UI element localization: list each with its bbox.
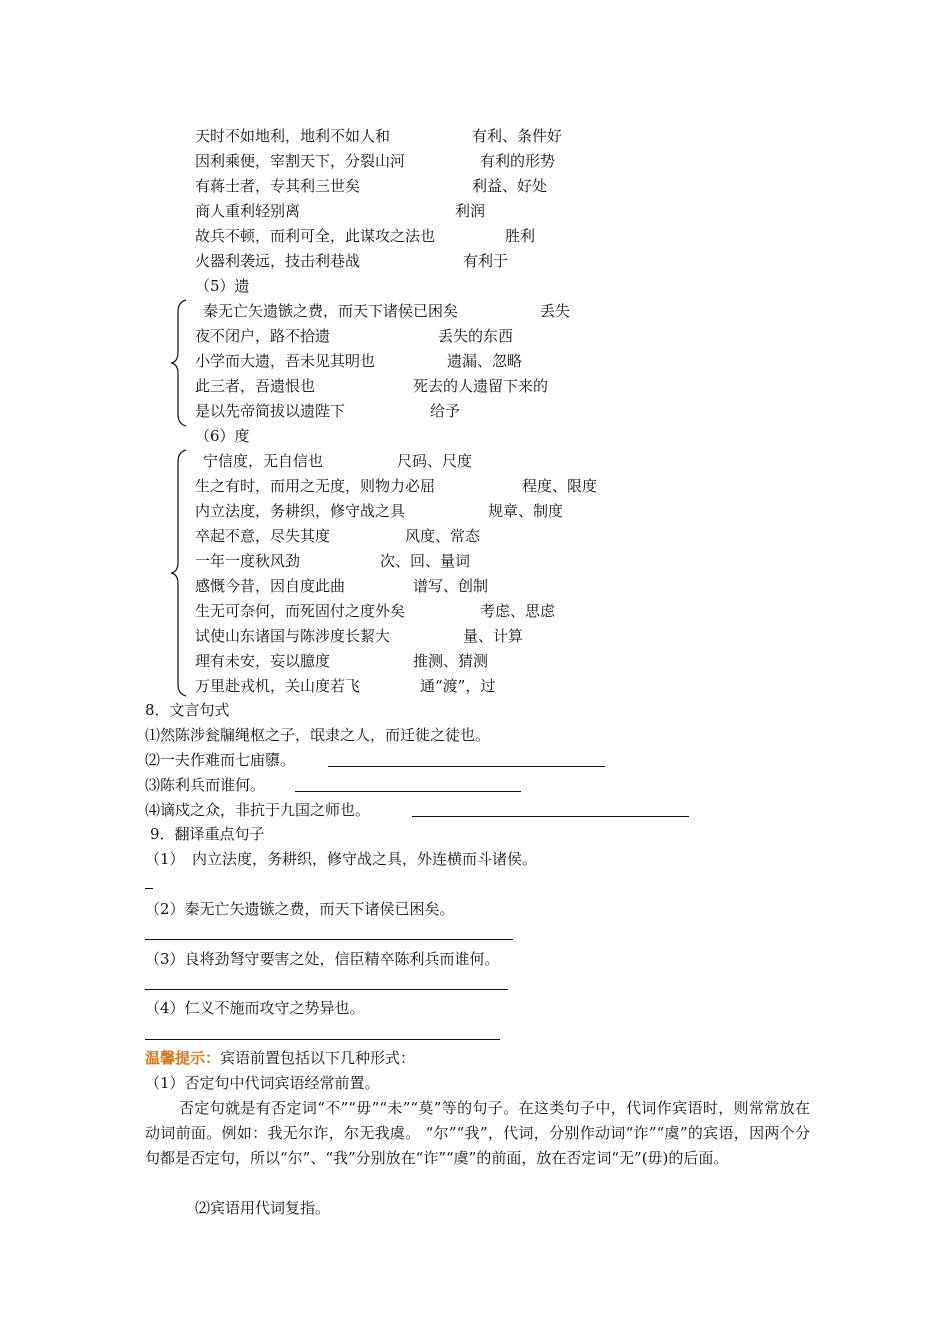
du-sentence-3: 内立法度，务耕织，修守战之具	[195, 502, 406, 520]
tip-paragraph: 否定句就是有否定词“不”“毋”“未”“莫”等的句子。在这类句子中，代词作宾语时，则常常放在动词前面。例如：我无尔诈，尔无我虞。 “尔”“我”，代词，分别作动词“诈”“虞”的宾语，因两个分句都是否定句，所以“尔”、“我”分别放在“诈”“虞”的前面，放在否定词“无”(毋)的后面。	[145, 1099, 810, 1167]
yi-sentence-5: 是以先帝简拔以遗陛下	[195, 402, 346, 420]
du-sentence-5: 一年一度秋风劲	[195, 552, 301, 570]
yi-sentence-1: 秦无亡矢遗镞之费，而天下诸侯已困矣	[203, 302, 459, 320]
du-meaning-4: 风度、常态	[405, 527, 481, 545]
li-sentence-1: 天时不如地利，地利不如人和	[195, 127, 391, 145]
du-meaning-9: 推测、猜测	[413, 652, 489, 670]
li-meaning-6: 有利于	[463, 252, 509, 270]
answer-blank-9-4[interactable]	[145, 1039, 500, 1040]
du-meaning-10: 通“渡”，过	[420, 677, 496, 695]
du-meaning-7: 考虑、思虑	[480, 602, 556, 620]
answer-blank-9-2[interactable]	[145, 939, 513, 940]
du-meaning-3: 规章、制度	[488, 502, 564, 520]
tip-point-2: ⑵宾语用代词复指。	[195, 1199, 331, 1217]
answer-blank-8-4[interactable]	[412, 816, 689, 817]
du-sentence-4: 卒起不意，尽失其度	[195, 527, 331, 545]
du-sentence-7: 生无可奈何，而死固付之度外矣	[195, 602, 406, 620]
section-9-item-3: （3）良将劲弩守要害之处，信臣精卒陈利兵而谁何。	[145, 950, 500, 968]
li-meaning-1: 有利、条件好	[472, 127, 563, 145]
du-heading: （6）度	[195, 427, 250, 445]
du-sentence-6: 感慨今昔，因自度此曲	[195, 577, 346, 595]
li-meaning-2: 有利的形势	[480, 152, 556, 170]
tip-intro: 宾语前置包括以下几种形式：	[220, 1049, 416, 1067]
tip-label: 温馨提示：	[145, 1049, 221, 1067]
du-meaning-8: 量、计算	[463, 627, 524, 645]
du-meaning-2: 程度、限度	[522, 477, 598, 495]
yi-meaning-4: 死去的人遗留下来的	[413, 377, 549, 395]
li-meaning-5: 胜利	[505, 227, 536, 245]
section-8-item-4: ⑷谪戍之众，非抗于九国之师也。	[145, 801, 371, 819]
answer-blank-8-3[interactable]	[295, 791, 521, 792]
section-9-item-2: （2）秦无亡矢遗镞之费，而天下诸侯已困矣。	[145, 900, 455, 918]
yi-meaning-2: 丢失的东西	[438, 327, 514, 345]
yi-sentence-3: 小学而大遗，吾未见其明也	[195, 352, 376, 370]
du-sentence-10: 万里赴戎机，关山度若飞	[195, 677, 361, 695]
section-9-heading: 9．翻译重点句子	[150, 825, 265, 843]
section-8-item-3: ⑶陈利兵而谁何。	[145, 776, 266, 794]
li-sentence-4: 商人重利轻别离	[195, 202, 301, 220]
yi-sentence-2: 夜不闭户，路不拾遗	[195, 327, 331, 345]
yi-sentence-4: 此三者，吾遗恨也	[195, 377, 316, 395]
du-sentence-1: 宁信度，无自信也	[203, 452, 324, 470]
yi-meaning-3: 遗漏、忽略	[447, 352, 523, 370]
li-meaning-4: 利润	[455, 202, 486, 220]
answer-blank-9-1[interactable]	[145, 888, 153, 889]
yi-meaning-1: 丢失	[540, 302, 571, 320]
li-sentence-5: 故兵不顿，而利可全，此谋攻之法也	[195, 227, 436, 245]
li-sentence-2: 因利乘便，宰割天下，分裂山河	[195, 152, 406, 170]
du-brace	[168, 448, 188, 698]
du-sentence-9: 理有未安，妄以臆度	[195, 652, 331, 670]
du-meaning-5: 次、回、量词	[380, 552, 471, 570]
li-sentence-6: 火器利袭远，技击利巷战	[195, 252, 361, 270]
du-meaning-1: 尺码、尺度	[397, 452, 473, 470]
tip-line	[145, 1048, 415, 1068]
li-meaning-3: 利益、好处	[472, 177, 548, 195]
du-sentence-2: 生之有时，而用之无度，则物力必屈	[195, 477, 436, 495]
li-sentence-3: 有蒋士者，专其利三世矣	[195, 177, 361, 195]
answer-blank-9-3[interactable]	[145, 989, 508, 990]
du-sentence-8: 试使山东诸国与陈涉度长絜大	[195, 627, 391, 645]
section-9-item-4: （4）仁义不施而攻守之势异也。	[145, 999, 365, 1017]
yi-heading: （5）遗	[195, 277, 250, 295]
answer-blank-8-2[interactable]	[328, 766, 605, 767]
section-8-heading: 8．文言句式	[145, 701, 230, 719]
section-8-item-2: ⑵一夫作难而七庙隳。	[145, 751, 296, 769]
yi-brace	[168, 298, 188, 428]
yi-meaning-5: 给予	[430, 402, 461, 420]
section-9-item-1: （1） 内立法度，务耕织，修守战之具，外连横而斗诸侯。	[145, 850, 538, 868]
tip-point-1: （1）否定句中代词宾语经常前置。	[145, 1074, 380, 1092]
du-meaning-6: 谱写、创制	[413, 577, 489, 595]
section-8-item-1: ⑴然陈涉瓮牖绳枢之子，氓隶之人，而迁徙之徒也。	[145, 726, 491, 744]
